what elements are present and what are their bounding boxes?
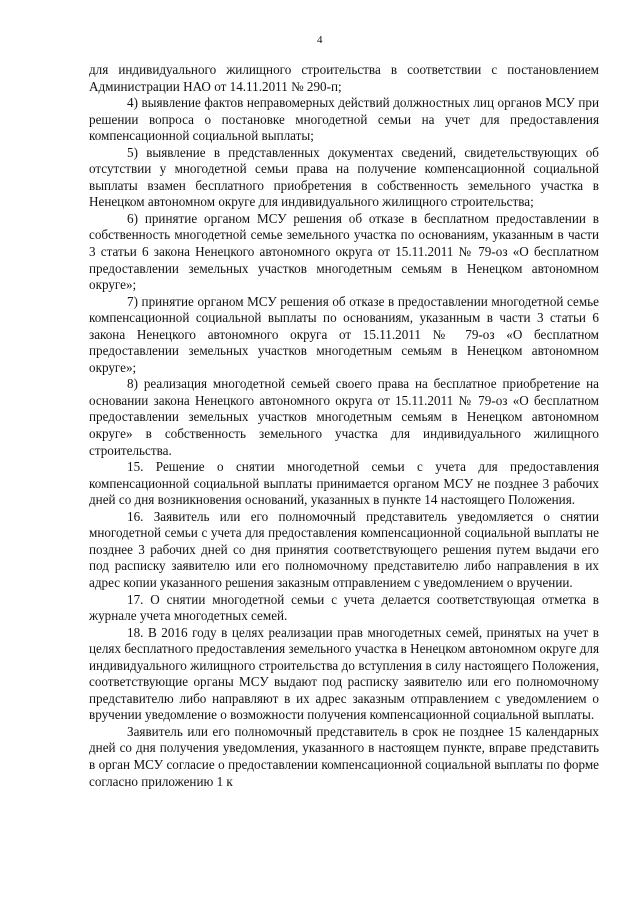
document-body [89, 62, 599, 790]
paragraph-continuation: для индивидуального жилищного строительства в соответствии с постановлением Администрации НАО от 14.11.2011 № 290-п; [89, 62, 599, 94]
list-item-5: 5) выявление в представленных документах сведений, свидетельствующих об отсутствии у многодетной семьи права на получение компенсационной социальной выплаты взамен бесплатного приобретения в собственность земельного участка в Ненецком автономном округе для индивидуального жилищного строительства; [89, 144, 599, 210]
list-item-6: 6) принятие органом МСУ решения об отказе в бесплатном предоставлении в собственность многодетной семье земельного участка по основаниям, указанным в части 3 статьи 6 закона Ненецкого автономного округа от 15.11.2011 № 79-оз «О бесплатном предоставлении земельных участков многодетным семьям в Ненецком автономном округе»; [89, 210, 599, 293]
clause-18-continuation: Заявитель или его полномочный представитель в срок не позднее 15 календарных дней со дня получения уведомления, указанного в настоящем пункте, вправе представить в орган МСУ согласие о предоставлении компенсационной социальной выплаты по форме согласно приложению 1 к [89, 723, 599, 789]
list-item-7: 7) принятие органом МСУ решения об отказе в предоставлении многодетной семье компенсационной социальной выплаты по основаниям, указанным в части 3 статьи 6 закона Ненецкого автономного округа от 15.11.2011 № 79-оз «О бесплатном предоставлении земельных участков многодетным семьям в Ненецком автономном округе»; [89, 293, 599, 375]
list-item-8: 8) реализация многодетной семьей своего права на бесплатное приобретение на основании закона Ненецкого автономного округа от 15.11.2011 № 79-оз «О бесплатном предоставлении земельных участков многодетным семьям в Ненецком автономном округе» в собственность земельного участка для индивидуального жилищного строительства. [89, 376, 599, 458]
list-item-4: 4) выявление фактов неправомерных действий должностных лиц органов МСУ при решении вопроса о постановке многодетной семьи на учет для предоставления компенсационной социальной выплаты; [89, 95, 599, 144]
clause-17: 17. О снятии многодетной семьи с учета делается соответствующая отметка в журнале учета многодетных семей. [89, 591, 599, 624]
page-number: 4 [317, 34, 323, 46]
clause-16: 16. Заявитель или его полномочный представитель уведомляется о снятии многодетной семьи с учета для предоставления компенсационной социальной выплаты не позднее 3 рабочих дней со дня принятия соответствующего решения путем выдачи его под расписку заявителю или его полномочному представителю либо направления в их адрес копии указанного решения заказным отправлением с уведомлением о вручении. [89, 508, 599, 590]
clause-18: 18. В 2016 году в целях реализации прав многодетных семей, принятых на учет в целях бесплатного предоставления земельного участка в Ненецком автономном округе для индивидуального жилищного строительства до вступления в силу настоящего Положения, соответствующие органы МСУ выдают под расписку заявителю или его полномочному представителю либо направляют в их адрес заказным отправлением с уведомлением о вручении уведомление о возможности получения компенсационной социальной выплаты. [89, 624, 599, 723]
clause-15: 15. Решение о снятии многодетной семьи с учета для предоставления компенсационной социальной выплаты принимается органом МСУ не позднее 3 рабочих дней со дня возникновения оснований, указанных в пункте 14 настоящего Положения. [89, 459, 599, 508]
